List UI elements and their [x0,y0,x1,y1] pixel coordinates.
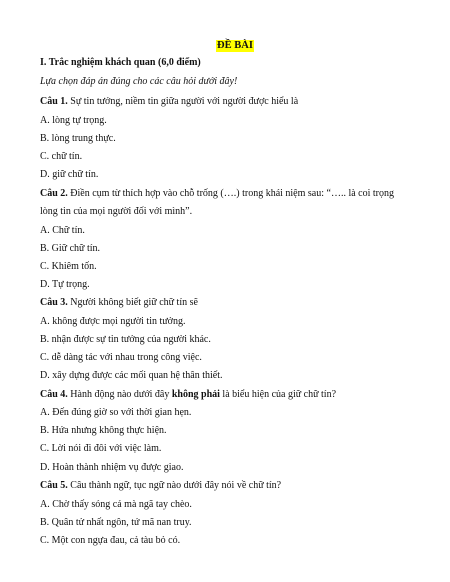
q1-option-d: D. giữ chữ tín. [40,169,99,180]
q5-option-c: C. Một con ngựa đau, cả tàu bỏ có. [40,535,181,546]
q4-option-c: C. Lời nói đi đôi với việc làm. [40,443,162,454]
q5-option-b: B. Quân tử nhất ngôn, tứ mã nan truy. [40,517,192,528]
question-text-line1: Điền cụm từ thích hợp vào chỗ trống (….) trong khái niệm sau: “….. là coi trọng [67,188,394,199]
question-1 [40,96,298,108]
q1-option-a: A. lòng tự trọng. [40,115,107,126]
section-heading: I. Trắc nghiệm khách quan (6,0 điểm) [40,57,201,68]
q3-option-b: B. nhận được sự tin tưởng của người khác. [40,334,211,345]
question-number: Câu 2. [40,188,68,199]
q3-option-c: C. dễ dàng tác với nhau trong công việc. [40,352,202,363]
question-text: Sự tin tưởng, niềm tin giữa người với người được hiểu là [67,96,299,107]
question-5 [40,480,281,492]
question-text: Câu thành ngữ, tục ngữ nào dưới đây nói về chữ tín? [67,480,282,491]
q2-option-b: B. Giữ chữ tín. [40,243,101,254]
q4-option-b: B. Hứa nhưng không thực hiện. [40,425,167,436]
question-number: Câu 1. [40,96,68,107]
question-2-line2: lòng tin của mọi người đối với mình”. [40,206,193,217]
question-number: Câu 4. [40,389,68,400]
q2-option-a: A. Chữ tín. [40,225,85,236]
q1-option-c: C. chữ tín. [40,151,83,162]
question-number: Câu 5. [40,480,68,491]
title-row [40,40,430,52]
question-text: Người không biết giữ chữ tín sẽ [67,297,198,308]
q4-option-d: D. Hoàn thành nhiệm vụ được giao. [40,462,184,473]
q3-option-d: D. xây dựng được các mối quan hệ thân thiết. [40,370,223,381]
question-text-pre: Hành động nào dưới đây [67,389,172,400]
q3-option-a: A. không được mọi người tin tưởng. [40,316,186,327]
question-number: Câu 3. [40,297,68,308]
question-4 [40,389,336,401]
q1-option-b: B. lòng trung thực. [40,133,116,144]
question-2 [40,188,394,200]
document-title: ĐỀ BÀI [217,40,253,51]
question-text-emphasis: không phải [171,389,220,400]
q2-option-c: C. Khiêm tốn. [40,261,97,272]
question-3 [40,297,198,309]
q4-option-a: A. Đến đúng giờ so với thời gian hẹn. [40,407,192,418]
question-text-post: là biểu hiện của giữ chữ tín? [219,389,337,400]
instruction-text: Lựa chọn đáp án đúng cho các câu hỏi dưới đây! [40,76,238,87]
q5-option-a: A. Chờ thấy sóng cả mà ngã tay chèo. [40,499,192,510]
q2-option-d: D. Tự trọng. [40,279,90,290]
